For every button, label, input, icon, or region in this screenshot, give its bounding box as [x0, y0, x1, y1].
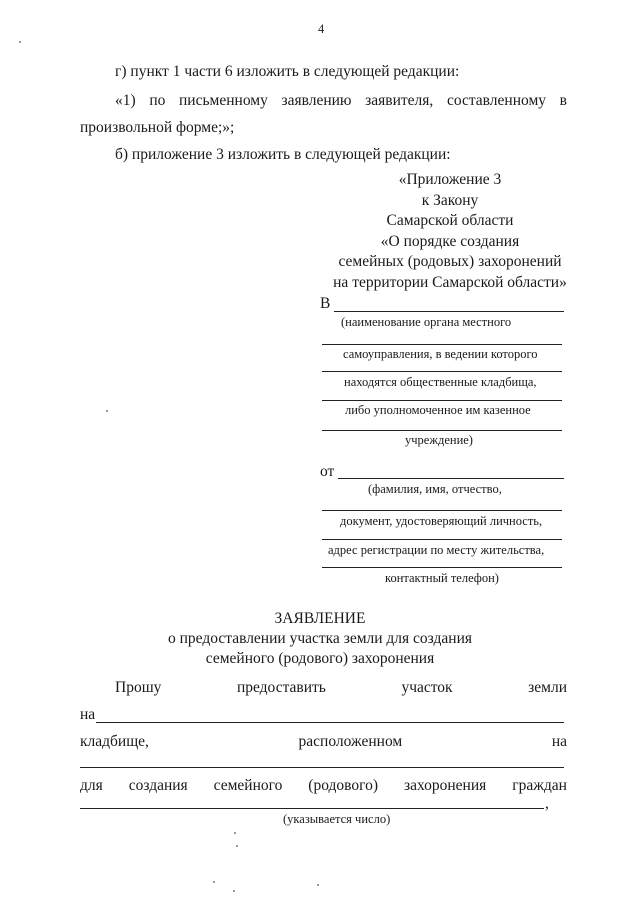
word: участок	[401, 679, 453, 696]
form-row-3	[80, 733, 567, 751]
sender-hint: адрес регистрации по месту жительства,	[328, 543, 545, 557]
scan-speck	[233, 890, 235, 892]
sender-line-4	[322, 567, 562, 568]
quote-paragraph-1-line1	[115, 92, 567, 110]
form-row-5-suffix: ,	[545, 795, 549, 812]
sender-line-1	[338, 478, 564, 479]
word: «1)	[115, 92, 136, 109]
scan-speck	[213, 881, 215, 883]
sender-hint: контактный телефон)	[385, 571, 499, 585]
addressee-hint: либо уполномоченное им казенное	[345, 403, 531, 417]
addressee-prefix: В	[320, 295, 331, 312]
count-hint: (указывается число)	[283, 812, 391, 826]
word: заявителя,	[365, 92, 434, 109]
word: на	[551, 733, 567, 750]
addressee-line-2	[322, 344, 562, 345]
word: создания	[128, 777, 188, 794]
addressee-line-3	[322, 371, 562, 372]
sender-hint: (фамилия, имя, отчество,	[368, 482, 502, 496]
form-subtitle: семейного (родового) захоронения	[205, 650, 435, 667]
appendix-line: «О порядке создания	[380, 232, 520, 250]
addressee-line-5	[322, 430, 562, 431]
sender-line-2	[322, 510, 562, 511]
addressee-hint: самоуправления, в ведении которого	[343, 347, 538, 361]
appendix-line: Самарской области	[386, 212, 514, 229]
word: земли	[528, 679, 567, 696]
sender-line-3	[322, 539, 562, 540]
word: кладбище,	[80, 733, 149, 750]
word: составленному	[446, 92, 547, 109]
addressee-line-1	[334, 311, 564, 312]
form-subtitle: о предоставлении участка земли для создания	[167, 630, 472, 647]
word: предоставить	[236, 679, 326, 696]
appendix-header	[300, 170, 600, 293]
form-row-4	[80, 777, 567, 795]
word: по	[149, 92, 166, 109]
quote-paragraph-1-line2: произвольной форме;»;	[80, 119, 235, 136]
cemetery-address-field[interactable]	[80, 767, 564, 768]
scan-speck	[236, 845, 238, 847]
scan-speck	[19, 41, 21, 43]
page-number: 4	[318, 22, 325, 36]
appendix-line: семейных (родовых) захоронений	[338, 253, 562, 270]
word: семейного	[213, 777, 283, 794]
word: в	[559, 92, 567, 109]
word: (родового)	[308, 777, 378, 794]
sender-prefix: от	[320, 463, 335, 480]
form-title: ЗАЯВЛЕНИЕ	[274, 610, 366, 627]
appendix-line: «Приложение 3	[398, 171, 502, 188]
addressee-line-4	[322, 400, 562, 401]
addressee-hint: (наименование органа местного	[341, 315, 512, 329]
scan-speck	[317, 884, 319, 886]
word: граждан	[512, 777, 567, 794]
word: письменному	[179, 92, 268, 109]
amendment-paragraph-g: г) пункт 1 части 6 изложить в следующей редакции:	[115, 63, 460, 80]
sender-hint: документ, удостоверяющий личность,	[340, 514, 543, 528]
addressee-hint: находятся общественные кладбища,	[344, 375, 537, 389]
addressee-hint: учреждение)	[405, 433, 473, 447]
word: Прошу	[115, 679, 162, 696]
appendix-line: к Закону	[421, 191, 479, 209]
cemetery-name-field[interactable]	[96, 722, 564, 723]
scan-speck	[106, 410, 108, 412]
amendment-paragraph-b: б) приложение 3 изложить в следующей редакции:	[115, 146, 451, 163]
scan-speck	[234, 832, 236, 834]
word: заявлению	[281, 92, 352, 109]
word: для	[80, 777, 103, 794]
form-title-block	[0, 609, 640, 669]
word: захоронения	[403, 777, 487, 794]
form-row-2-prefix: на	[80, 706, 96, 723]
appendix-line: на территории Самарской области»	[333, 273, 567, 291]
word: расположенном	[298, 733, 403, 750]
form-row-1	[115, 679, 567, 697]
citizens-count-field[interactable]	[80, 808, 544, 809]
